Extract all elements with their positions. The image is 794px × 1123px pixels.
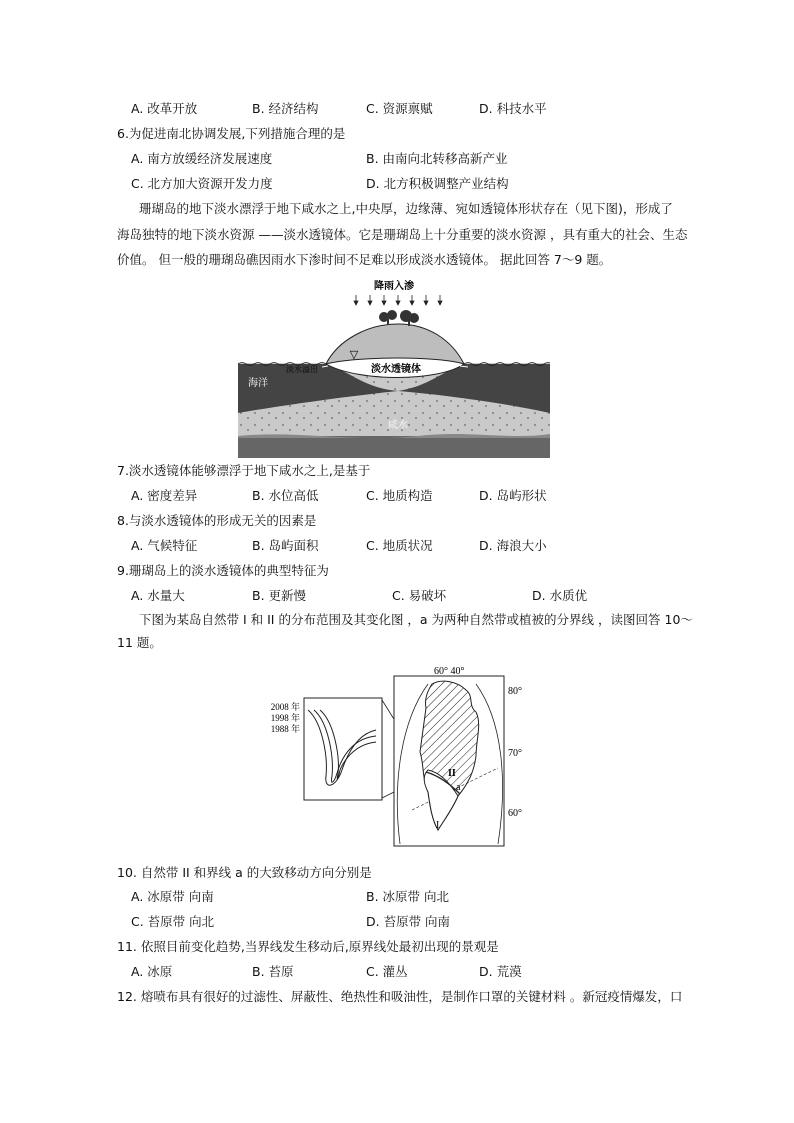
seafloor	[238, 436, 550, 458]
passage2-line-2: 11 题。	[117, 635, 162, 650]
passage1-line-3: 价值。 但一般的珊瑚岛礁因雨水下渗时间不足难以形成淡水透镜体。 据此回答 7～9 题。	[117, 252, 612, 267]
q10-stem: 10. 自然带 II 和界线 a 的大致移动方向分别是	[117, 865, 372, 880]
q8-option-d: D. 海浪大小	[479, 538, 547, 553]
q9-option-c: C. 易破坏	[392, 588, 447, 603]
passage1-line-1: 珊瑚岛的地下淡水漂浮于地下咸水之上,中央厚，边缘薄、宛如透镜体形状存在（见下图)，形成了	[139, 201, 673, 216]
ocean-label: 海洋	[248, 378, 268, 389]
q8-option-b: B. 岛屿面积	[252, 538, 319, 553]
q11-option-b: B. 苔原	[252, 964, 294, 979]
year-1998: 1998 年	[270, 713, 300, 723]
q9-option-d: D. 水质优	[532, 588, 588, 603]
q9-option-b: B. 更新慢	[252, 588, 307, 603]
freshwater-lens-diagram	[238, 278, 550, 458]
lens-label: 淡水透镜体	[371, 364, 421, 375]
q6-option-b: B. 由南向北转移高新产业	[366, 151, 508, 166]
passage1-line-2: 海岛独特的地下淡水资源 ——淡水透镜体。它是珊瑚岛上十分重要的淡水资源 ，具有重大的社会、生态	[117, 227, 688, 242]
q10-option-b: B. 冰原带 向北	[366, 889, 449, 904]
rain-label: 降雨入渗	[374, 281, 414, 292]
line-a-label: a	[456, 782, 461, 793]
q11-option-c: C. 灌丛	[366, 964, 408, 979]
overflow-label: 淡水溢出	[286, 365, 318, 374]
q10-option-c: C. 苔原带 向北	[131, 914, 215, 929]
q7-option-d: D. 岛屿形状	[479, 488, 547, 503]
q7-stem: 7.淡水透镜体能够漂浮于地下咸水之上,是基于	[117, 463, 371, 478]
q5-option-c: C. 资源禀赋	[366, 101, 433, 116]
rain-arrows	[354, 295, 442, 305]
q10-option-a: A. 冰原带 向南	[131, 889, 214, 904]
q8-option-a: A. 气候特征	[131, 538, 198, 553]
q11-option-a: A. 冰原	[131, 964, 173, 979]
q7-option-b: B. 水位高低	[252, 488, 319, 503]
q8-stem: 8.与淡水透镜体的形成无关的因素是	[117, 513, 317, 528]
longitude-labels: 60° 40°	[434, 666, 465, 677]
year-2008: 2008 年	[270, 702, 300, 712]
q6-option-d: D. 北方积极调整产业结构	[366, 176, 509, 191]
passage2-line-1: 下图为某岛自然带 I 和 II 的分布范围及其变化图 ，a 为两种自然带或植被的分界线 ，读图回答 10～	[139, 612, 693, 627]
q6-option-c: C. 北方加大资源开发力度	[131, 176, 273, 191]
q12-stem: 12. 熔喷布具有很好的过滤性、屏蔽性、绝热性和吸油性，是制作口罩的关键材料 。新冠疫情爆发，口	[117, 989, 683, 1004]
q5-option-a: A. 改革开放	[131, 101, 198, 116]
q11-option-d: D. 荒漠	[479, 964, 522, 979]
lat-70: 70°	[508, 748, 522, 759]
q5-option-d: D. 科技水平	[479, 101, 547, 116]
natural-zone-map	[262, 660, 536, 848]
q11-stem: 11. 依照目前变化趋势,当界线发生移动后,原界线处最初出现的景观是	[117, 939, 499, 954]
q5-option-b: B. 经济结构	[252, 101, 319, 116]
year-1988: 1988 年	[270, 724, 300, 734]
saltwater-label: 咸水	[388, 420, 408, 431]
q7-option-c: C. 地质构造	[366, 488, 433, 503]
q6-stem: 6.为促进南北协调发展,下列措施合理的是	[117, 126, 346, 141]
lat-60: 60°	[508, 808, 522, 819]
lat-80: 80°	[508, 686, 522, 697]
q9-stem: 9.珊瑚岛上的淡水透镜体的典型特征为	[117, 563, 329, 578]
q9-option-a: A. 水量大	[131, 588, 185, 603]
q7-option-a: A. 密度差异	[131, 488, 198, 503]
q10-option-d: D. 苔原带 向南	[366, 914, 451, 929]
inset-box	[304, 698, 382, 800]
zone-II-label: II	[448, 768, 456, 779]
water-table-symbol: ▽	[349, 348, 359, 361]
q8-option-c: C. 地质状况	[366, 538, 433, 553]
q6-option-a: A. 南方放缓经济发展速度	[131, 151, 273, 166]
zone-I-label: I	[436, 820, 440, 831]
